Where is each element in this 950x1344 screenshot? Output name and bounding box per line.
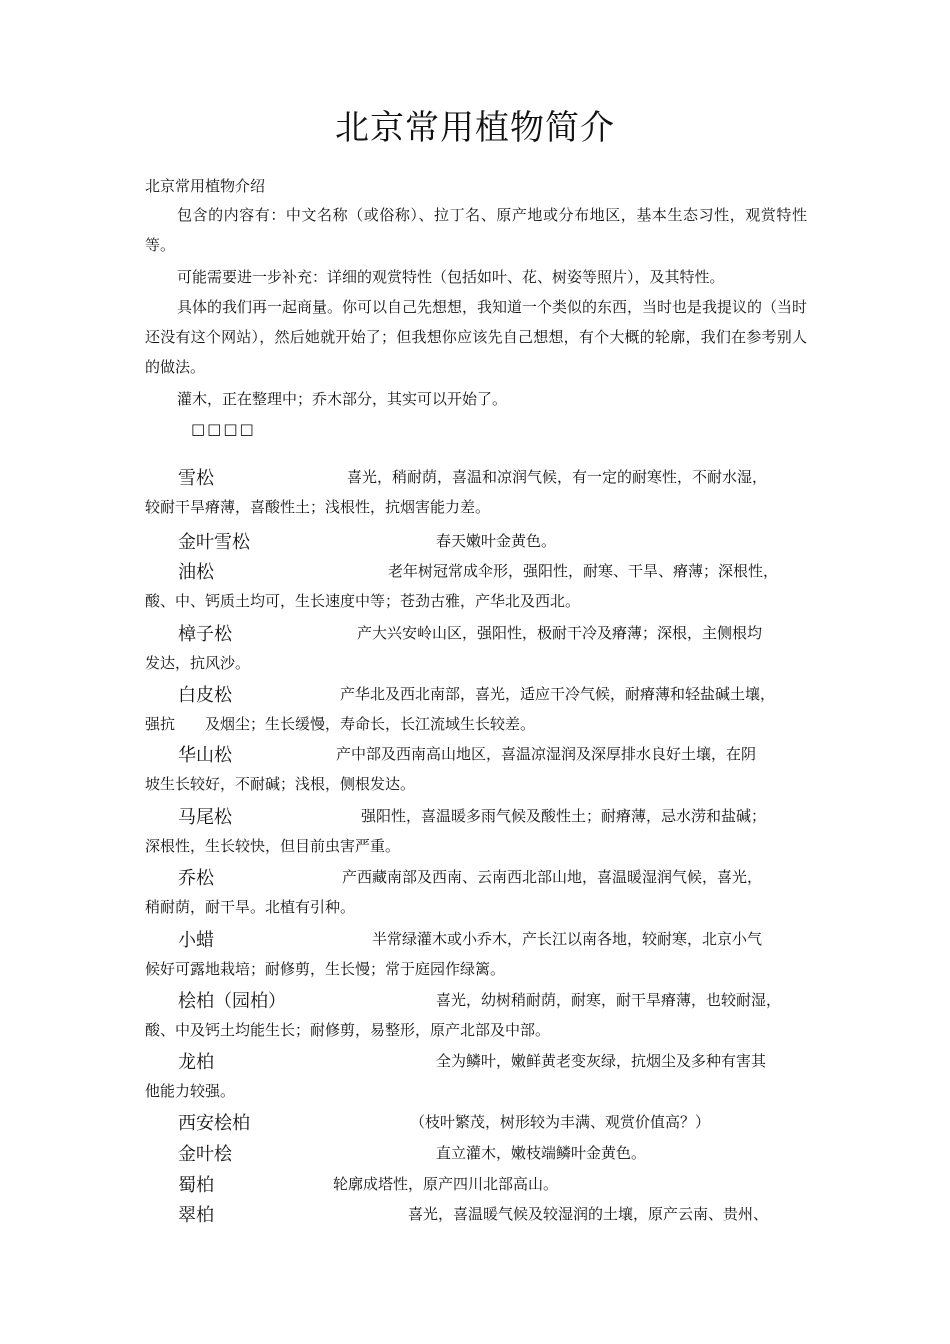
plant-description: 产华北及西北南部，喜光，适应干冷气候，耐瘠薄和轻盐碱土壤， [340, 685, 776, 703]
plant-name: 马尾松 [178, 807, 232, 828]
plant-description: 喜光，幼树稍耐荫，耐寒，耐干旱瘠薄，也较耐湿， [436, 991, 782, 1009]
plant-description-continued: 强抗 及烟尘；生长缓慢，寿命长，长江流域生长较差。 [145, 715, 536, 733]
plant-name: 樟子松 [178, 624, 232, 645]
plant-description: 半常绿灌木或小乔木，产长江以南各地，较耐寒，北京小气 [372, 930, 763, 948]
plant-description-continued: 候好可露地栽培；耐修剪，生长慢；常于庭园作绿篱。 [145, 960, 506, 978]
plant-name: 小蜡 [178, 930, 214, 951]
plant-description-continued: 稍耐荫，耐干旱。北植有引种。 [145, 898, 356, 916]
plant-name: 龙柏 [178, 1052, 214, 1073]
intro-paragraph: 灌木，正在整理中；乔木部分，其实可以开始了。 [177, 390, 508, 408]
intro-paragraph: 具体的我们再一起商量。你可以自己先想想，我知道一个类似的东西，当时也是我提议的（当时还没有这个网站），然后她就开始了；但我想你应该先自己想想，有个大概的轮廓，我们在参考别人的做法。 [145, 298, 808, 376]
plant-description: 喜光，稍耐荫，喜温和凉润气候，有一定的耐寒性，不耐水湿， [347, 468, 768, 486]
subtitle: 北京常用植物介绍 [145, 177, 266, 195]
plant-description: （枝叶繁茂，树形较为丰满、观赏价值高？） [410, 1113, 711, 1131]
plant-description: 直立灌木，嫩枝端鳞叶金黄色。 [436, 1144, 647, 1162]
plant-name: 金叶雪松 [178, 532, 250, 553]
placeholder-glyphs: □□□□ [191, 420, 256, 438]
page-title: 北京常用植物简介 [335, 108, 615, 148]
plant-name: 西安桧柏 [178, 1113, 250, 1134]
plant-name: 金叶桧 [178, 1144, 232, 1165]
plant-name: 蜀柏 [178, 1175, 214, 1196]
plant-name: 白皮松 [178, 685, 232, 706]
plant-name: 翠柏 [178, 1205, 214, 1226]
plant-description-continued: 酸、中、钙质土均可，生长速度中等；苍劲古雅，产华北及西北。 [145, 592, 581, 610]
intro-paragraph: 可能需要进一步补充：详细的观赏特性（包括如叶、花、树姿等照片），及其特性。 [177, 268, 725, 286]
plant-description-continued: 发达，抗风沙。 [145, 654, 251, 672]
intro-paragraph: 包含的内容有：中文名称（或俗称）、拉丁名、原产地或分布地区，基本生态习性，观赏特性等。 [145, 206, 807, 254]
plant-description: 全为鳞叶，嫩鲜黄老变灰绿，抗烟尘及多种有害其 [436, 1052, 767, 1070]
plant-description-continued: 酸、中及钙土均能生长；耐修剪，易整形，原产北部及中部。 [145, 1021, 551, 1039]
plant-name: 油松 [178, 562, 214, 583]
plant-description: 产大兴安岭山区，强阳性，极耐干冷及瘠薄；深根，主侧根均 [357, 624, 763, 642]
plant-description: 产中部及西南高山地区，喜温凉湿润及深厚排水良好土壤，在阴 [336, 745, 757, 763]
plant-description: 春天嫩叶金黄色。 [436, 532, 557, 550]
plant-description-continued: 较耐干旱瘠薄，喜酸性土；浅根性，抗烟害能力差。 [145, 498, 491, 516]
plant-name: 乔松 [178, 868, 214, 889]
plant-name: 华山松 [178, 745, 232, 766]
plant-description: 喜光，喜温暖气候及较湿润的土壤，原产云南、贵州、 [408, 1205, 769, 1223]
plant-description-continued: 他能力较强。 [145, 1082, 236, 1100]
plant-name: 雪松 [178, 468, 214, 489]
plant-description: 轮廓成塔性，原产四川北部高山。 [333, 1175, 559, 1193]
plant-description-continued: 坡生长较好，不耐碱；浅根，侧根发达。 [145, 775, 416, 793]
plant-name: 桧柏（园柏） [178, 991, 286, 1012]
plant-description: 老年树冠常成伞形，强阳性，耐寒、干旱、瘠薄；深根性， [388, 562, 779, 580]
plant-description: 强阳性，喜温暖多雨气候及酸性土；耐瘠薄，忌水涝和盐碱； [361, 807, 767, 825]
plant-description: 产西藏南部及西南、云南西北部山地，喜温暖湿润气候，喜光， [342, 868, 763, 886]
plant-description-continued: 深根性，生长较快，但目前虫害严重。 [145, 837, 401, 855]
